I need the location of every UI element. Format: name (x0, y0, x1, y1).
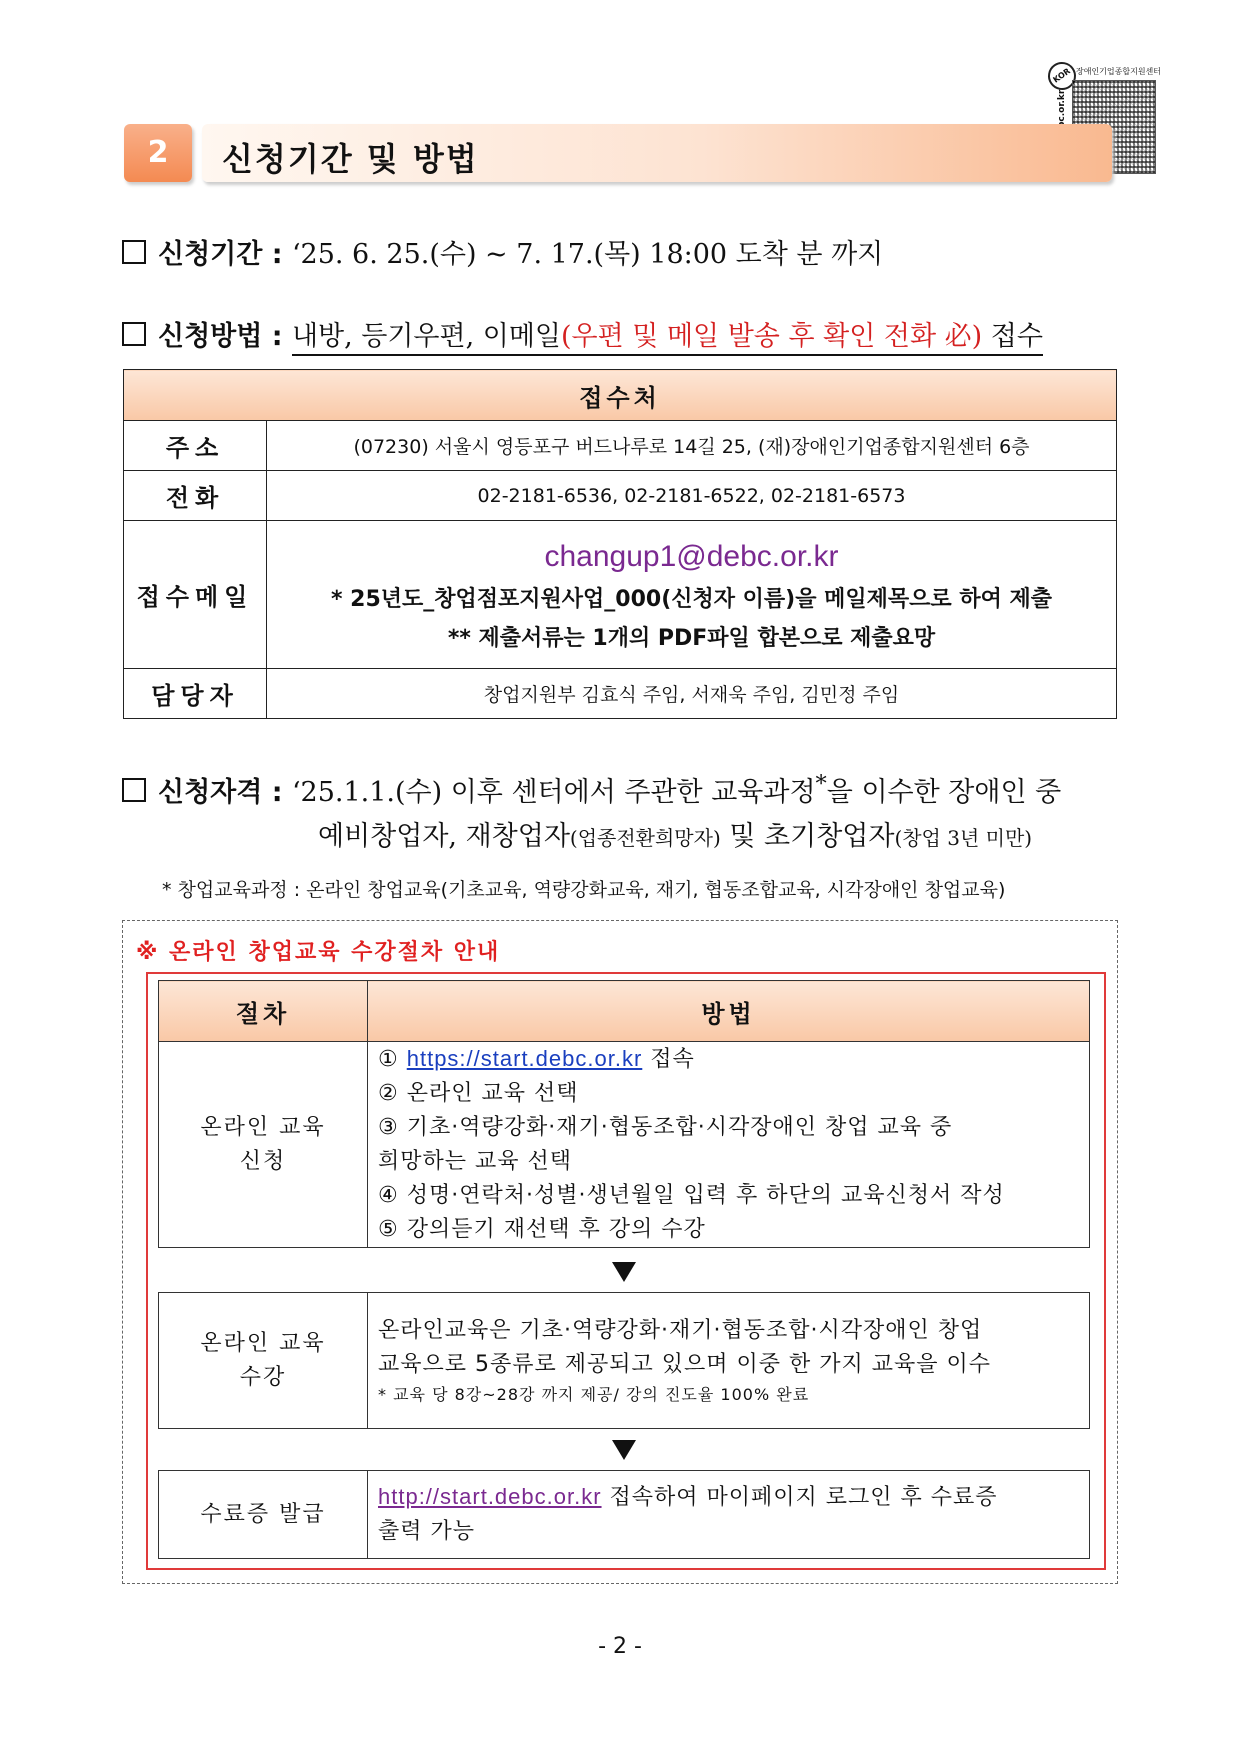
method-label: 신청방법 (158, 321, 263, 352)
guide-table-step2 (158, 1292, 1090, 1429)
mail-label: 접수메일 (124, 521, 267, 669)
guide-table-step1 (158, 980, 1090, 1248)
checkbox-icon (122, 240, 146, 264)
step2-method: 온라인교육은 기초·역량강화·재기·협동조합·시각장애인 창업 교육으로 5종류로 제공되고 있으며 이중 한 가지 교육을 이수 * 교육 당 8강~28강 까지 제공/ 강의 진도율 100% 완료 (368, 1293, 1090, 1429)
step3-method: http://start.debc.or.kr 접속하여 마이페이지 로그인 후 수료증 출력 가능 (368, 1471, 1090, 1559)
down-arrow-icon (612, 1440, 636, 1460)
reception-header: 접수처 (124, 370, 1117, 421)
page-number: - 2 - (598, 1634, 642, 1659)
stamp-org: 장애인기업종합지원센터 (1076, 67, 1162, 76)
down-arrow-icon (612, 1262, 636, 1282)
mail-cell (267, 521, 1117, 669)
mail-note-1: * 25년도_창업점포지원사업_000(신청자 이름)을 메일제목으로 하여 제출 (330, 586, 1052, 612)
address-value: (07230) 서울시 영등포구 버드나루로 14길 25, (재)장애인기업종합지원센터 6층 (267, 421, 1117, 471)
method-suffix: 접수 (990, 321, 1043, 352)
step2-name: 온라인 교육 수강 (159, 1293, 368, 1429)
section-title: 신청기간 및 방법 (222, 140, 479, 178)
start-link[interactable]: https://start.debc.or.kr (406, 1046, 643, 1071)
reception-table (123, 369, 1117, 719)
certificate-link[interactable]: http://start.debc.or.kr (378, 1484, 602, 1509)
mail-address[interactable]: changup1@debc.or.kr (544, 539, 839, 573)
phone-label: 전화 (124, 471, 267, 521)
period-line: 신청기간 : ‘25. 6. 25.(수) ~ 7. 17.(목) 18:00 도착 분 까지 (122, 232, 883, 271)
guide-title: ※ 온라인 창업교육 수강절차 안내 (136, 940, 501, 965)
eligibility-line-2: 예비창업자, 재창업자(업종전환희망자) 및 초기창업자(창업 3년 미만) (318, 821, 1033, 852)
address-label: 주소 (124, 421, 267, 471)
col-method: 방법 (368, 981, 1090, 1042)
contact-value: 창업지원부 김효식 주임, 서재욱 주임, 김민정 주임 (267, 669, 1117, 719)
checkbox-icon (122, 778, 146, 802)
method-line: 신청방법 : 내방, 등기우편, 이메일(우편 및 메일 발송 후 확인 전화 必) 접수 (122, 314, 1043, 353)
step3-name: 수료증 발급 (159, 1471, 368, 1559)
period-label: 신청기간 (158, 239, 263, 270)
phone-value: 02-2181-6536, 02-2181-6522, 02-2181-6573 (267, 471, 1117, 521)
period-value: ‘25. 6. 25.(수) ~ 7. 17.(목) 18:00 도착 분 까지 (291, 239, 884, 270)
mail-note-2: ** 제출서류는 1개의 PDF파일 합본으로 제출요망 (447, 625, 936, 651)
method-value: 내방, 등기우편, 이메일 (291, 321, 562, 352)
eligibility-label: 신청자격 (158, 777, 263, 808)
col-step: 절차 (159, 981, 368, 1042)
method-note: (우편 및 메일 발송 후 확인 전화 必) (561, 321, 983, 352)
step1-method: ① https://start.debc.or.kr 접속 ② 온라인 교육 선택 ③ 기초·역량강화·재기·협동조합·시각장애인 창업 교육 중 희망하는 교육 선택 ④ 성명·연락처·성별·생년월일 입력 후 하단의 교육신청서 작성 ⑤ 강의듣기 재선택 후 강의 수강 (368, 1042, 1090, 1248)
education-footnote: * 창업교육과정 : 온라인 창업교육(기초교육, 역량강화교육, 재기, 협동조합교육, 시각장애인 창업교육) (162, 879, 1006, 901)
contact-label: 담당자 (124, 669, 267, 719)
checkbox-icon (122, 322, 146, 346)
eligibility-line-1: 신청자격 : ‘25.1.1.(수) 이후 센터에서 주관한 교육과정*을 이수한 장애인 중 (122, 770, 1061, 809)
section-number: 2 (124, 124, 192, 182)
guide-table-step3 (158, 1470, 1090, 1559)
kor-logo: KOR (1043, 57, 1082, 96)
step1-name: 온라인 교육 신청 (159, 1042, 368, 1248)
